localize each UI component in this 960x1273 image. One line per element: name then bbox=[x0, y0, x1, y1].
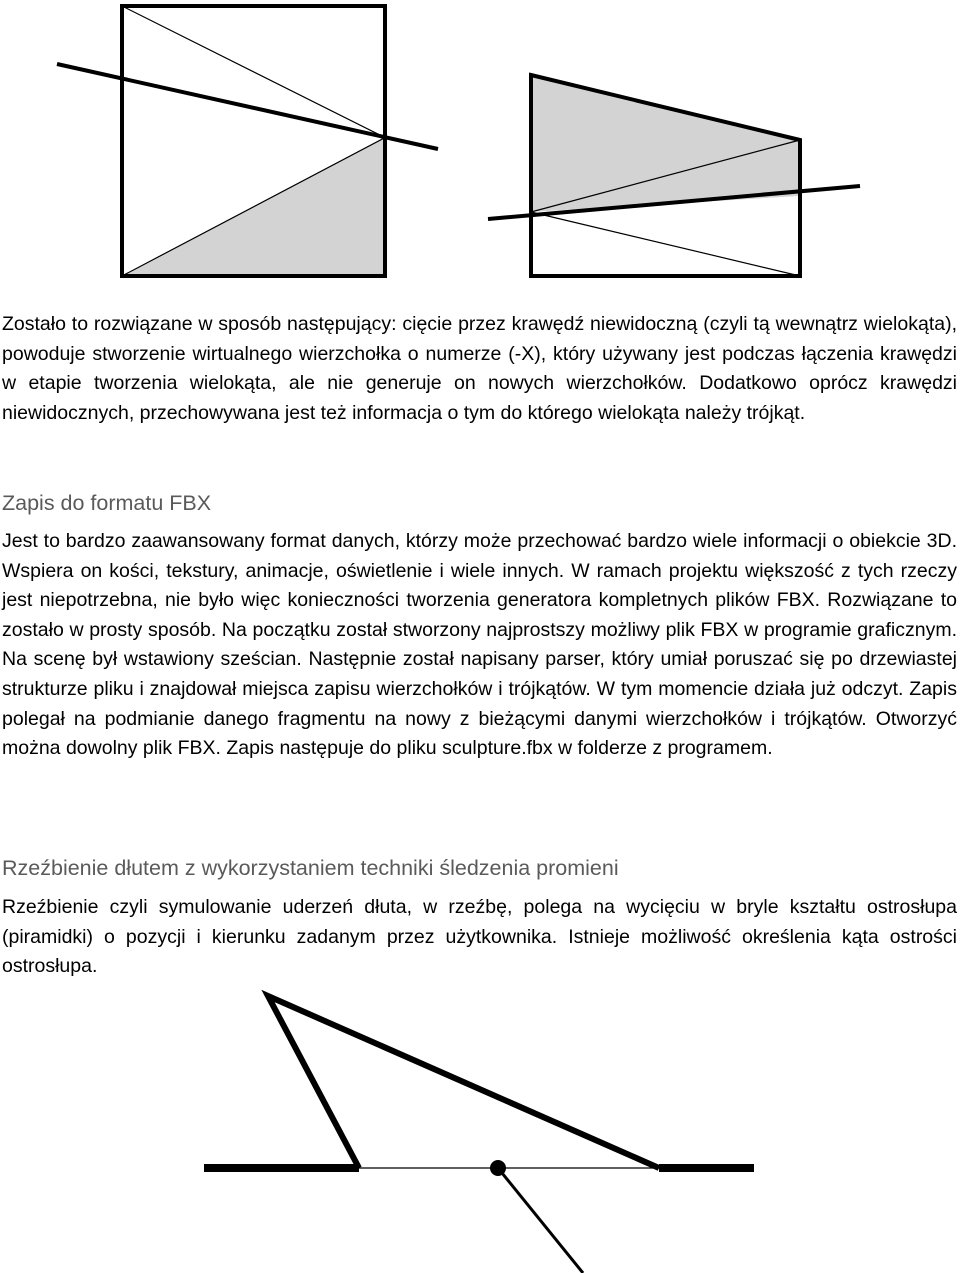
upper-region bbox=[531, 75, 800, 212]
polygon-cut-diagram bbox=[0, 0, 960, 290]
heading-fbx-export: Zapis do formatu FBX bbox=[2, 491, 212, 515]
carving-paragraph: Rzeźbienie czyli symulowanie uderzeń dłuta, w rzeźbę, polega na wycięciu w bryle kształtu ostrosłupa (piramidki) o pozycji i kierunku zadanym przez użytkownika. Istnieje możliwość określenia kąta ostrości ostrosłupa. bbox=[2, 896, 957, 978]
intro-paragraph: Zostało to rozwiązane w sposób następujący: cięcie przez krawędź niewidoczną (czyli tą wewnątrz wielokąta), powoduje stworzenie wirtualnego wierzchołka o numerze (-X), który używany jest podczas łączenia krawędzi w etapie tworzenia wielokąta, ale nie generuje on nowych wierzchołków. Dodatkowo oprócz krawędzi niewidocznych, przechowywana jest też informacja o tym do którego wielokąta należy trójkąt. bbox=[2, 313, 957, 424]
fbx-paragraph: Jest to bardzo zaawansowany format danych, którzy może przechować bardzo wiele informacji o obiekcie 3D. Wspiera on kości, tekstury, animacje, oświetlenie i wiele innych. W ramach projektu większość z tych rzeczy jest niepotrzebna, nie było więc konieczności tworzenia generatora kompletnych plików FBX. Rozwiązane to zostało w prosty sposób. Na początku został stworzony najprostszy możliwy plik FBX w programie graficznym. Na scenę był wstawiony sześcian. Następnie został napisany parser, który umiał poruszać się po drzewiastej strukturze pliku i znajdował miejsca zapisu wierzchołków i trójkątów. W tym momencie działa już odczyt. Zapis polegał na podmianie danego fragmentu na nowy z bieżącymi danymi wierzchołków i trójkątów. Otworzyć można dowolny plik FBX. Zapis następuje do pliku sculpture.fbx w folderze z programem. bbox=[2, 530, 957, 760]
right-quad-figure bbox=[488, 75, 860, 276]
heading-chisel-carving: Rzeźbienie dłutem z wykorzystaniem techniki śledzenia promieni bbox=[2, 856, 619, 880]
ray-direction-line bbox=[498, 1168, 583, 1273]
pyramid-outline bbox=[268, 996, 659, 1168]
left-square-figure bbox=[57, 6, 438, 276]
hit-point bbox=[490, 1160, 506, 1176]
